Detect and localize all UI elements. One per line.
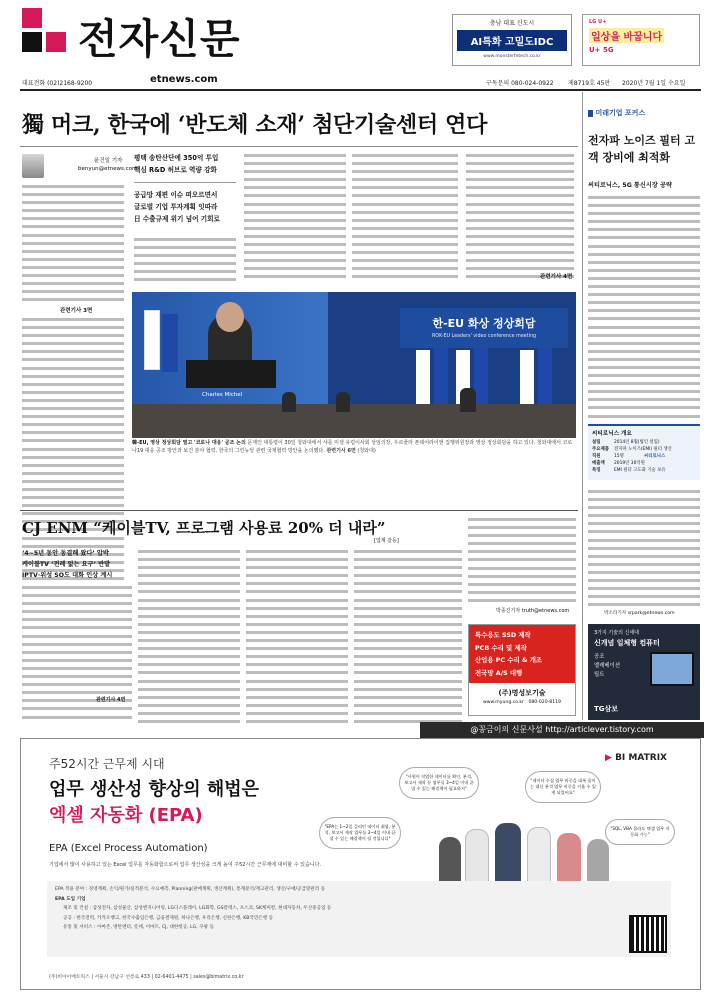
photo-speaker-label: Charles Michel — [202, 392, 243, 398]
header-ad-lgu[interactable] — [582, 14, 700, 66]
bimatrix-list-1: EPA 적용 분야 : 경영계획, 손익/원가/실적분석, 수요예측, Planning(판매계획, 생산계획), 통계분석/재고관리, 생산/구매/공급망관리 등 — [55, 887, 326, 892]
photo-desk — [132, 404, 576, 438]
cj-headline[interactable]: CJ ENM “케이블TV, 프로그램 사용료 20% 더 내라” — [22, 519, 386, 537]
masthead-title: 전자신문 — [78, 15, 241, 63]
header-ad-idc[interactable] — [452, 14, 572, 66]
bimatrix-epa-desc: 기업에서 많이 사용하고 있는 Excel 업무를 자동화함으로써 업무 생산성을 크게 높여 주52시간 근무제에 대비할 수 있습니다. — [49, 862, 322, 868]
cj-tag: [업계 갈등] — [374, 538, 399, 544]
photo-credit: (청와대) — [357, 447, 376, 454]
lead-body-col5 — [466, 152, 574, 282]
masthead-logo-mark — [22, 8, 70, 52]
bimatrix-bubble-1: "사원이 작업한 데이터를 확인, 분석, 보고서 제작 등 업무를 3~4일 이내 끝낼 수 있는 해결책이 필요하지" — [399, 767, 479, 799]
lead-headline[interactable]: 獨 머크, 한국에 ‘반도체 소재’ 첨단기술센터 연다 — [22, 112, 488, 138]
lead-body-col2 — [134, 236, 236, 285]
myungsung-item-3: 산업용 PC 수리 & 개조 — [475, 656, 543, 664]
bimatrix-list-box — [47, 881, 671, 957]
tgsambo-ad-brand: TG삼보 — [594, 705, 619, 713]
ad-idc-main: AI특화 고밀도IDC — [457, 30, 567, 51]
lead-subhead-3: 공급망 재편 이슈 떠오르면서 — [134, 191, 218, 199]
bimatrix-people — [439, 819, 619, 883]
header-phone: 대표전화 (02)2168-9200 — [22, 80, 93, 87]
ad-idc-top: 충남 대표 신도시 — [489, 20, 535, 27]
profile-val-3: 15명 — [614, 454, 624, 459]
myungsung-ad[interactable] — [468, 624, 576, 716]
myungsung-item-1: 특수용도 SSD 제작 — [475, 631, 531, 639]
right-section-icon — [588, 110, 593, 117]
photo-flags — [144, 310, 184, 380]
lead-body-col4 — [352, 152, 458, 282]
header-subscription: 구독문의 080-024-0922 — [486, 80, 554, 87]
bimatrix-brand — [605, 753, 667, 763]
bimatrix-list-4: 공공 : 한국전력, 카카오뱅크, 한국수출입은행, 금융결제원, 하나은행, 우리은행, 신한은행, KB국민은행 등 — [63, 915, 274, 921]
right-column-divider — [582, 92, 583, 720]
right-body-1 — [588, 194, 700, 421]
lead-subhead-2: 핵심 R&D 허브로 역량 강화 — [134, 166, 217, 174]
bimatrix-pre: 주52시간 근무제 시대 — [49, 757, 165, 771]
myungsung-brand: (주)명성보기술 — [498, 689, 546, 697]
myungsung-tel: 080-020-8119 — [528, 700, 561, 705]
header-issue: 제8719호 45판 — [568, 80, 611, 87]
bimatrix-qr-code[interactable] — [631, 917, 665, 951]
cj-body-col3 — [246, 548, 348, 726]
profile-val-4: 2019년 30억원 — [614, 461, 645, 466]
cj-body-col4 — [354, 548, 462, 726]
right-reporter: 박소라기자 srpark@etnews.com — [604, 611, 675, 616]
lead-email: benyun@etnews.com — [78, 166, 138, 172]
cj-subhead-2: 케이블TV ‘전례 없는 요구’ 반발 — [22, 561, 111, 568]
lead-reporter: 윤건일 기자 — [94, 158, 123, 164]
reporter-photo — [22, 154, 44, 178]
right-profile-box — [588, 424, 700, 480]
lead-related-marker[interactable]: 관련기사 3면 — [60, 308, 93, 314]
tgsambo-ad-sub: 신개념 일체형 컴퓨터 — [594, 639, 660, 647]
bimatrix-logo-icon: ▶ — [605, 753, 612, 763]
lead-body-col3 — [244, 152, 346, 282]
bimatrix-bubble-3: "데이터 수집 업무 비중을 대폭 줄이는 대신 분석 업무 비중을 키울 수 있게 되었어요" — [525, 771, 601, 803]
tgsambo-ad-item-1: 공조 — [594, 654, 605, 660]
profile-key-3: 직원 — [592, 454, 601, 459]
profile-val-1: 2014년 8월(법인 설립) — [614, 440, 660, 445]
profile-val-5: EMI 필터 고도화 기술 보유 — [614, 468, 666, 473]
bimatrix-ad[interactable] — [20, 738, 701, 990]
bimatrix-bubble-2: "EPA는 1~2일 걸리던 데이터 취합, 분석, 보고서 제작 업무를 3~4일 이내 끝낼 수 있는 해결책이 될 것입니다" — [319, 817, 401, 849]
myungsung-item-4: 전국망 A/S 대행 — [475, 668, 523, 677]
right-section-label — [588, 108, 645, 118]
lead-body-col1 — [22, 183, 124, 304]
photo-caption-text: 문재인 대통령이 30일 청와대에서 샤를 미셸 유럽이사회 상임의장, 우르줄라 폰데어라이엔 집행위원장과 영상 정상회담을 하고 있다. 청와대에서 코로나19 대응 공조 방안과 보건 분야 협력, 한국의 그린뉴딜 관련 국제협력 방안을 논의했다. — [132, 440, 573, 454]
profile-key-2: 주요제품 — [592, 447, 609, 452]
cj-subheads — [22, 548, 132, 581]
cj-related[interactable]: 관련기사 4면 — [96, 697, 126, 703]
profile-logo: 씨티로닉스 — [644, 454, 666, 459]
right-body-2 — [588, 488, 700, 609]
ad-lgu-main: 일상을 바꿉니다 — [589, 28, 664, 43]
photo-caption — [132, 440, 576, 455]
ad-idc-foot: www.monsterfetech.co.kr — [483, 54, 541, 59]
lead-subhead-4: 글로벌 기업 투자계획 잇따라 — [134, 203, 218, 211]
right-company: 씨티로닉스, 5G 통신시장 공략 — [588, 182, 672, 189]
right-section-text: 미래기업 포커스 — [595, 109, 646, 117]
tgsambo-ad[interactable] — [588, 624, 700, 720]
lead-subhead-5: 日 수출규제 위기 넘어 기회로 — [134, 215, 220, 223]
right-profile-title: 씨티로닉스 개요 — [592, 431, 632, 437]
profile-val-2: 전자파 노이즈(EMI) 필터 생산 — [614, 447, 672, 452]
summit-photo — [132, 292, 576, 438]
bimatrix-title2: 엑셀 자동화 (EPA) — [49, 805, 203, 826]
myungsung-item-2: PCB 수리 및 제작 — [475, 643, 527, 652]
profile-key-1: 설립 — [592, 440, 601, 445]
profile-key-4: 매출액 — [592, 461, 605, 466]
tgsambo-ad-item-2: 엘레베이션 — [594, 663, 621, 669]
ad-lgu-tag: U+ 5G — [589, 46, 614, 54]
photo-banner — [400, 308, 568, 348]
lead-subheads — [134, 152, 236, 225]
bimatrix-title1: 업무 생산성 향상의 해법은 — [49, 779, 260, 800]
right-headline[interactable]: 전자파 노이즈 필터 고객 장비에 최적화 — [588, 134, 696, 164]
lead-subhead-1: 평택 송탄산단에 350억 투입 — [134, 154, 219, 162]
bimatrix-list-2: EPA 도입 기업 — [55, 896, 86, 902]
header-rule — [20, 89, 701, 91]
cj-subhead-1: ‘4~5년 동안 동결해 왔다’ 압박 — [22, 550, 109, 557]
bimatrix-footer: (주)비아이매트릭스 | 서울시 강남구 선릉로 433 | 02-6401-4475 | sales@bimatrix.co.kr — [49, 975, 244, 980]
lead-related[interactable]: 관련기사 4면 — [540, 274, 573, 280]
tgsambo-ad-monitor — [650, 652, 694, 686]
profile-key-5: 특징 — [592, 468, 601, 473]
photo-caption-credit[interactable]: 관련기사 6면 — [326, 447, 356, 454]
myungsung-web[interactable]: www.myung.co.kr — [483, 700, 524, 705]
tgsambo-ad-item-3: 틸트 — [594, 672, 605, 678]
bimatrix-bubble-4: "SQL, VBA 몰라도 엑셀 업무 자동화 가능" — [605, 819, 675, 845]
bimatrix-epa-title: EPA (Excel Process Automation) — [49, 843, 208, 854]
lead-bottom-rule — [20, 510, 578, 511]
cj-body-col2 — [138, 548, 240, 726]
cj-reporter: 박종진기자 truth@etnews.com — [496, 608, 570, 614]
tgsambo-ad-title: 3가지 기술의 신세대 — [594, 630, 640, 636]
cj-subhead-3: IPTV·위성 SO도 대화 인상 계시 — [22, 572, 113, 579]
photo-right-flags — [416, 350, 566, 410]
photo-banner-sub: ROK-EU Leaders' video conference meeting — [431, 334, 537, 339]
lead-headline-rule — [20, 146, 578, 147]
photo-caption-head: 韓-EU, 영상 정상회담 열고 '코로나 대응' 공조 논의 — [132, 440, 246, 446]
ad-lgu-brand: LG U+ — [589, 19, 607, 25]
photo-banner-title: 한-EU 화상 정상회담 — [432, 317, 536, 330]
bimatrix-list-3: 제조 및 건설 : 삼성전자, 삼성물산, 삼성엔지니어링, LG디스플레이, LG화학, GS칼텍스, 포스코, SK케미칼, 현대자동차, 두산중공업 등 — [63, 906, 332, 911]
bimatrix-brand-text: BI MATRIX — [615, 753, 667, 763]
header-site[interactable]: etnews.com — [150, 74, 218, 85]
watermark: @꽁금이의 신문사설 http://articlever.tistory.com — [420, 722, 704, 738]
bimatrix-list-5: 유통 및 서비스 : 아마존, 방탄엔터, 롯데, 이마트, CJ, 대한항공, LG, 쿠팡 등 — [63, 925, 214, 930]
cj-body-col5 — [468, 516, 576, 605]
header-date: 2020년 7월 1일 수요일 — [622, 80, 686, 87]
